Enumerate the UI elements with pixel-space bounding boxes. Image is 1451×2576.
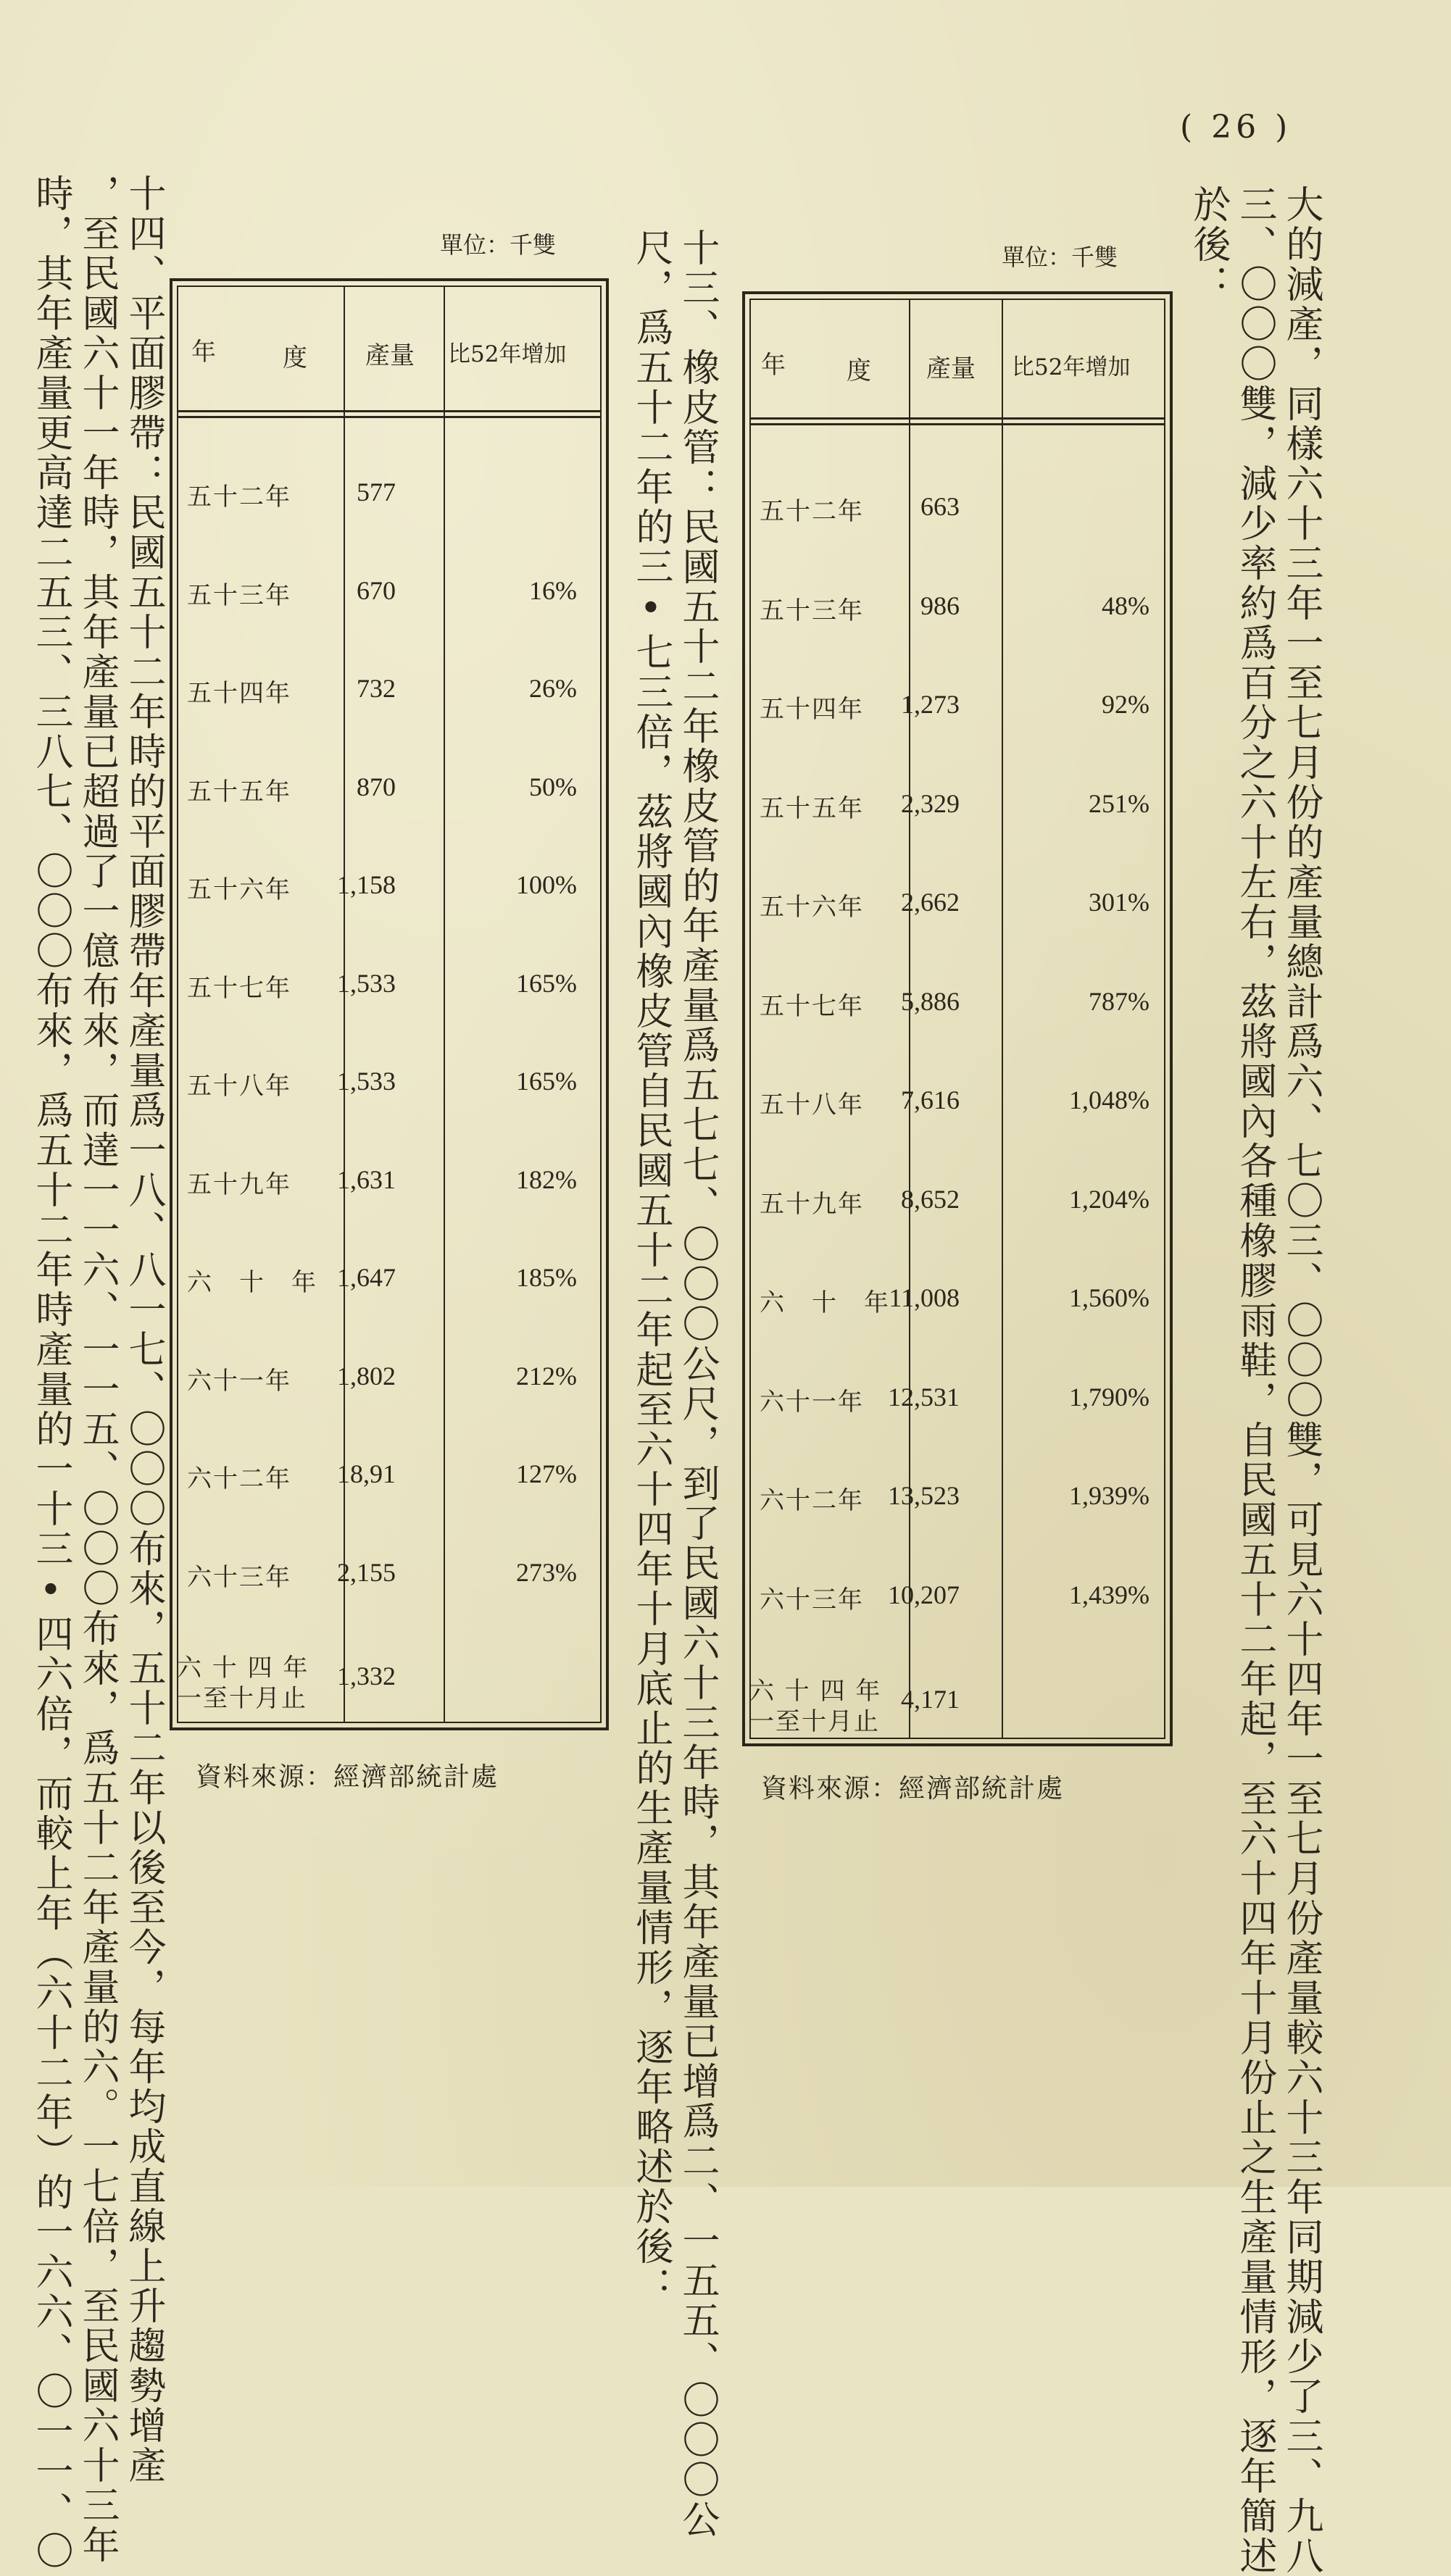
header-year-b: 度	[847, 357, 871, 385]
quantity-cell: 870	[357, 772, 396, 801]
table-row	[745, 788, 1170, 832]
year-cell: 五十五年	[760, 793, 864, 823]
year-cell: 五十九年	[187, 1170, 291, 1199]
year-cell: 六 十 年	[760, 1288, 890, 1317]
unit-label-right: 單位：千雙	[1002, 243, 1118, 271]
header-year-a: 年	[191, 338, 216, 367]
year-cell: 六十三年	[187, 1562, 291, 1592]
increase-cell: 26%	[529, 674, 577, 703]
table-row	[172, 1164, 606, 1208]
table-row	[172, 1459, 606, 1502]
year-cell-line1: 六 十 四 年	[177, 1654, 309, 1683]
year-cell: 五十五年	[187, 777, 291, 806]
quantity-cell: 577	[357, 478, 396, 507]
header-rule	[749, 417, 1165, 420]
header-year-a: 年	[761, 351, 786, 380]
year-cell: 五十二年	[187, 483, 291, 512]
year-cell: 五十九年	[760, 1189, 864, 1219]
quantity-cell: 5,886	[901, 986, 960, 1016]
year-cell: 五十八年	[187, 1072, 291, 1101]
header-increase-vs-52: 比52年增加	[448, 341, 567, 367]
quantity-cell: 13,523	[888, 1481, 960, 1510]
header-rule	[749, 423, 1165, 425]
increase-cell: 212%	[516, 1361, 577, 1391]
year-cell: 五十四年	[760, 695, 864, 724]
increase-cell: 787%	[1089, 986, 1149, 1016]
year-cell: 五十四年	[187, 679, 291, 708]
table-row	[745, 591, 1170, 634]
table-row	[745, 1283, 1170, 1326]
increase-cell: 1,560%	[1069, 1283, 1149, 1312]
quantity-cell: 8,652	[901, 1184, 960, 1214]
year-cell: 五十八年	[760, 1091, 864, 1120]
table-row	[172, 1361, 606, 1404]
table-row-partial-year	[172, 1648, 606, 1713]
table-row	[172, 772, 606, 815]
table-row-partial-year	[745, 1671, 1170, 1736]
table-row	[172, 1557, 606, 1601]
year-cell: 五十二年	[760, 497, 864, 526]
year-cell: 六十三年	[760, 1585, 864, 1614]
quantity-cell: 12,531	[888, 1382, 960, 1412]
header-quantity: 產量	[926, 354, 976, 383]
quantity-cell: 1,533	[337, 968, 396, 998]
paragraph-rubber-hose: 十三、橡皮管：民國五十二年橡皮管的年產量爲五七七、〇〇〇公尺，到了民國六十三年時，其年產量已增爲二、一五五、〇〇〇公 尺，爲五十二年的三•七三倍，茲將國內橡皮管自民國五十二年起至六十四年十月底止的生產量情形，逐年略述於後：	[629, 228, 719, 2540]
increase-cell: 1,048%	[1069, 1085, 1149, 1114]
table-row	[172, 673, 606, 717]
increase-cell: 1,204%	[1069, 1184, 1149, 1214]
year-cell: 六十二年	[760, 1486, 864, 1515]
source-note-right: 資料來源：經濟部統計處	[761, 1774, 1065, 1804]
year-cell: 六十一年	[187, 1366, 291, 1396]
table-row	[745, 1580, 1170, 1623]
increase-cell: 16%	[529, 575, 577, 605]
increase-cell: 301%	[1089, 888, 1149, 917]
table-row	[745, 986, 1170, 1030]
year-cell: 五十三年	[187, 580, 291, 610]
year-cell: 五十七年	[760, 991, 864, 1021]
quantity-cell: 1,332	[337, 1662, 396, 1691]
quantity-cell: 1,533	[337, 1067, 396, 1096]
header-rule	[177, 410, 602, 412]
quantity-cell: 2,662	[901, 888, 960, 917]
quantity-cell: 1,273	[901, 690, 960, 719]
increase-cell: 182%	[516, 1164, 577, 1194]
increase-cell: 1,439%	[1069, 1580, 1149, 1609]
quantity-cell: 732	[357, 674, 396, 703]
quantity-cell: 11,008	[889, 1283, 960, 1312]
year-cell: 五十七年	[187, 973, 291, 1003]
table-row	[745, 887, 1170, 930]
quantity-cell: 2,155	[337, 1557, 396, 1587]
table-row	[745, 491, 1170, 535]
increase-cell: 48%	[1102, 591, 1149, 620]
quantity-cell: 1,631	[337, 1164, 396, 1194]
quantity-cell: 1,802	[337, 1361, 396, 1391]
table-row	[172, 1262, 606, 1306]
increase-cell: 165%	[516, 1067, 577, 1096]
year-cell-line1: 六 十 四 年	[749, 1677, 882, 1706]
quantity-cell: 670	[357, 575, 396, 605]
increase-cell: 251%	[1089, 788, 1149, 818]
header-quantity: 產量	[365, 341, 415, 370]
table-row	[745, 1184, 1170, 1227]
header-year-b: 度	[283, 343, 307, 372]
year-cell-line2: 一至十月止	[177, 1684, 307, 1713]
increase-cell: 185%	[516, 1263, 577, 1292]
table-row	[745, 1480, 1170, 1524]
quantity-cell: 18,91	[337, 1459, 396, 1488]
table-row	[745, 689, 1170, 733]
year-cell: 五十三年	[760, 596, 864, 625]
table-row	[172, 968, 606, 1012]
quantity-cell: 7,616	[901, 1085, 960, 1114]
production-table-left	[170, 278, 609, 1730]
increase-cell: 273%	[516, 1557, 577, 1587]
increase-cell: 127%	[516, 1459, 577, 1488]
year-cell: 六 十 年	[187, 1268, 317, 1297]
quantity-cell: 1,647	[337, 1263, 396, 1292]
paragraph-rubber-boots-intro: 大的減產，同樣六十三年一至七月份的產量總計爲六、七〇三、〇〇〇雙，可見六十四年一至七月份產量較六十三年同期減少了三、九八 三、〇〇〇雙，減少率約爲百分之六十左右，茲將國內各種橡膠雨鞋，自民國五十二年起，至六十四年十月份止之生產量情形，逐年簡述 於後：	[1186, 185, 1323, 2576]
increase-cell: 92%	[1102, 690, 1149, 719]
header-increase-vs-52: 比52年增加	[1012, 354, 1131, 380]
increase-cell: 50%	[529, 772, 577, 801]
quantity-cell: 4,171	[901, 1685, 960, 1714]
unit-label-left: 單位：千雙	[440, 231, 557, 259]
quantity-cell: 1,158	[337, 870, 396, 899]
quantity-cell: 2,329	[901, 788, 960, 818]
quantity-cell: 663	[920, 492, 960, 521]
year-cell: 五十六年	[187, 875, 291, 904]
year-cell: 六十一年	[760, 1387, 864, 1417]
increase-cell: 165%	[516, 968, 577, 998]
increase-cell: 1,790%	[1069, 1382, 1149, 1412]
table-row	[172, 575, 606, 619]
page-number: ( 26 )	[1180, 109, 1292, 146]
increase-cell: 100%	[516, 870, 577, 899]
table-row	[172, 1066, 606, 1109]
table-row	[172, 477, 606, 520]
source-note-left: 資料來源：經濟部統計處	[196, 1762, 499, 1792]
production-table-right	[742, 291, 1173, 1746]
paragraph-flat-belt: 十四、平面膠帶：民國五十二年時的平面膠帶年產量爲一八、八一七、〇〇〇布來，五十二年以後至今，每年均成直線上升趨勢增產 ，至民國六十一年時，其年產量已超過了一億布來，而達一一六、一一五、〇〇〇布來，爲五十二年產量的六。一七倍，至民國六十三年 時，其年產量更高達二五三、三八七、〇〇〇布來，爲五十二年時產量的一十三•四六倍，而較上年（六十二年）的一六六、〇一一、〇	[29, 174, 165, 2571]
quantity-cell: 986	[920, 591, 960, 620]
header-rule	[177, 416, 602, 418]
quantity-cell: 10,207	[888, 1580, 960, 1609]
table-row	[745, 1085, 1170, 1128]
table-row	[745, 1382, 1170, 1425]
increase-cell: 1,939%	[1069, 1481, 1149, 1510]
year-cell: 五十六年	[760, 893, 864, 922]
table-row	[172, 870, 606, 913]
year-cell-line2: 一至十月止	[749, 1707, 880, 1736]
year-cell: 六十二年	[187, 1464, 291, 1493]
